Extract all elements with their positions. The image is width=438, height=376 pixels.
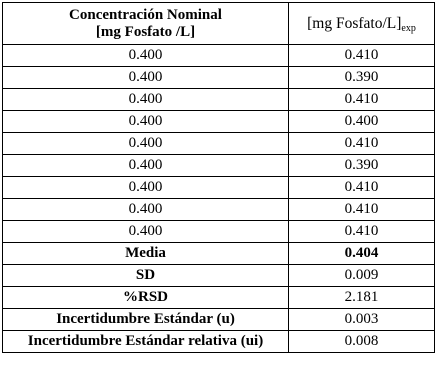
header-nominal-line2: [mg Fosfato /L] (95, 23, 196, 40)
nominal-cell: 0.400 (3, 133, 289, 155)
header-nominal-line1: Concentración Nominal (69, 6, 222, 23)
stat-label-rsd: %RSD (3, 287, 289, 309)
nominal-cell: 0.400 (3, 89, 289, 111)
experimental-cell: 0.400 (289, 111, 435, 133)
table-row (3, 45, 435, 67)
nominal-cell: 0.400 (3, 155, 289, 177)
phosphate-concentration-table (2, 2, 435, 353)
experimental-cell: 0.410 (289, 89, 435, 111)
nominal-cell: 0.400 (3, 45, 289, 67)
experimental-cell: 0.410 (289, 199, 435, 221)
experimental-cell: 0.390 (289, 67, 435, 89)
header-nominal-concentration (3, 3, 289, 45)
experimental-cell: 0.390 (289, 155, 435, 177)
table-header-row (3, 3, 435, 45)
stat-label-mean: Media (3, 243, 289, 265)
nominal-cell: 0.400 (3, 67, 289, 89)
nominal-cell: 0.400 (3, 221, 289, 243)
stats-row-rsd (3, 287, 435, 309)
table-row (3, 133, 435, 155)
nominal-cell: 0.400 (3, 111, 289, 133)
table-row (3, 111, 435, 133)
table-row (3, 177, 435, 199)
stats-row-mean (3, 243, 435, 265)
stats-row-relative-uncertainty (3, 331, 435, 353)
experimental-cell: 0.410 (289, 177, 435, 199)
stats-row-standard-uncertainty (3, 309, 435, 331)
stat-value-mean: 0.404 (289, 243, 435, 265)
table-row (3, 199, 435, 221)
stat-value-standard-uncertainty: 0.003 (289, 309, 435, 331)
nominal-cell: 0.400 (3, 177, 289, 199)
nominal-cell: 0.400 (3, 199, 289, 221)
table-row (3, 67, 435, 89)
stats-row-sd (3, 265, 435, 287)
stat-label-relative-uncertainty: Incertidumbre Estándar relativa (ui) (3, 331, 289, 353)
table-row (3, 221, 435, 243)
experimental-cell: 0.410 (289, 221, 435, 243)
table-row (3, 155, 435, 177)
table-body (3, 45, 435, 353)
experimental-cell: 0.410 (289, 133, 435, 155)
stat-value-sd: 0.009 (289, 265, 435, 287)
stat-value-relative-uncertainty: 0.008 (289, 331, 435, 353)
table-row (3, 89, 435, 111)
header-experimental-main: [mg Fosfato/L] (307, 15, 402, 32)
header-experimental-concentration (289, 3, 435, 45)
stat-value-rsd: 2.181 (289, 287, 435, 309)
header-experimental-subscript: exp (401, 23, 416, 34)
experimental-cell: 0.410 (289, 45, 435, 67)
stat-label-sd: SD (3, 265, 289, 287)
stat-label-standard-uncertainty: Incertidumbre Estándar (u) (3, 309, 289, 331)
